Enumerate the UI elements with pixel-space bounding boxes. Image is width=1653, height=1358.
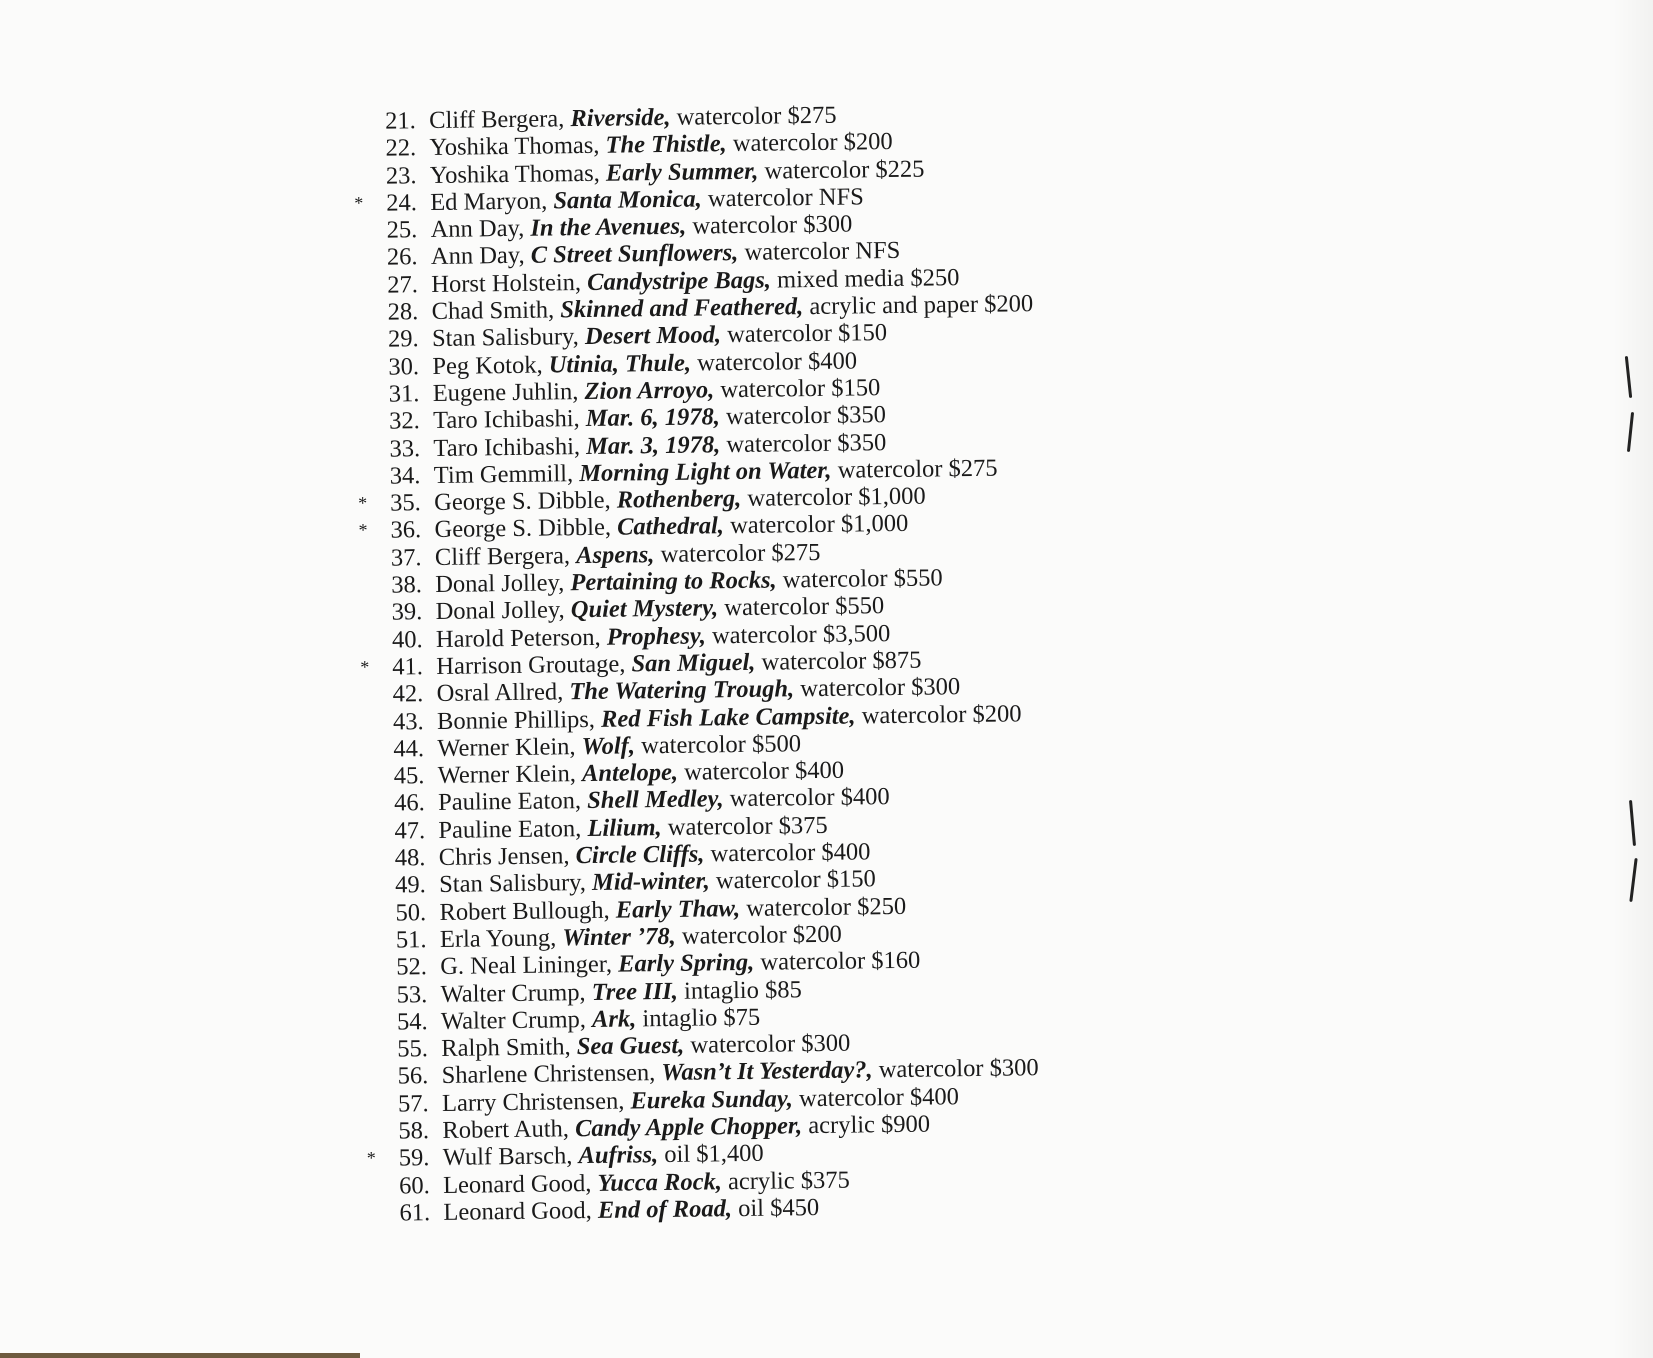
entry-number: 45.: [393, 762, 425, 790]
artwork-price: $450: [769, 1193, 820, 1222]
artwork-title: The Watering Trough,: [569, 675, 795, 706]
entry-number: 46.: [393, 789, 425, 817]
artwork-price: NFS: [855, 237, 901, 265]
artwork-title: Sea Guest,: [576, 1031, 685, 1061]
entry-number: 42.: [392, 680, 424, 708]
artist-name: Eugene Juhlin,: [432, 378, 579, 407]
artist-name: Pauline Eaton,: [437, 787, 582, 817]
artist-name: Ann Day,: [430, 214, 525, 244]
artwork-title: Wasn’t It Yesterday?,: [661, 1056, 873, 1087]
entry-number: 40.: [391, 625, 423, 654]
artwork-medium: watercolor: [683, 757, 790, 786]
artwork-medium: watercolor: [711, 620, 817, 650]
artwork-title: Desert Mood,: [584, 321, 722, 351]
artwork-price: $200: [984, 290, 1034, 318]
artist-name: Donal Jolley,: [435, 569, 565, 599]
artwork-title: Cathedral,: [616, 512, 725, 542]
artwork-title: Aufriss,: [578, 1141, 659, 1170]
entry-number: 29.: [387, 325, 419, 353]
entry-number: 21.: [384, 107, 416, 135]
artwork-price: $550: [893, 564, 943, 593]
artwork-medium: watercolor: [760, 947, 866, 976]
artist-name: Ralph Smith,: [441, 1033, 571, 1063]
artwork-price: $550: [835, 592, 885, 621]
artwork-price: $275: [787, 101, 837, 130]
artwork-price: $300: [911, 673, 961, 702]
artwork-medium: oil: [664, 1140, 691, 1169]
artwork-price: $250: [856, 892, 907, 921]
artwork-medium: oil: [737, 1194, 765, 1222]
entry-number: 41.: [392, 653, 424, 681]
entry-number: 37.: [390, 543, 422, 572]
page-bottom-edge: [0, 1353, 360, 1358]
artwork-price: $150: [837, 319, 888, 348]
artwork-price: $200: [972, 699, 1022, 728]
artwork-price: $75: [723, 1003, 761, 1032]
artwork-title: Shell Medley,: [586, 785, 724, 815]
artist-name: Ed Maryon,: [430, 187, 548, 216]
entry-number: 60.: [398, 1171, 430, 1200]
artist-name: Walter Crump,: [440, 978, 586, 1008]
artwork-price: $200: [792, 920, 842, 949]
artwork-title: Circle Cliffs,: [575, 840, 705, 870]
artwork-title: Tree III,: [591, 977, 679, 1006]
artwork-price: $275: [771, 538, 821, 567]
entry-number: 57.: [397, 1089, 429, 1118]
artwork-price: $400: [794, 756, 845, 785]
entry-number: 36.: [390, 516, 422, 545]
artwork-medium: watercolor: [690, 1030, 796, 1059]
artwork-medium: acrylic and paper: [809, 290, 979, 321]
artist-name: George S. Dibble,: [433, 486, 611, 517]
artist-name: Pauline Eaton,: [438, 814, 582, 844]
artist-name: Yoshika Thomas,: [429, 132, 600, 162]
artwork-price: $200: [843, 128, 893, 156]
artwork-title: Early Summer,: [605, 157, 759, 187]
artwork-medium: watercolor: [744, 238, 850, 267]
artist-name: Stan Salisbury,: [438, 869, 587, 899]
artwork-medium: watercolor: [660, 539, 766, 568]
artwork-title: Utinia, Thule,: [548, 349, 692, 379]
artist-name: Osral Allred,: [436, 678, 564, 708]
entry-number: 39.: [391, 598, 423, 626]
entry-number: 44.: [393, 734, 425, 763]
entry-number: 34.: [389, 462, 421, 490]
artwork-price: $375: [800, 1166, 850, 1194]
artwork-price: $225: [875, 155, 925, 183]
artwork-medium: watercolor: [726, 320, 833, 349]
artwork-price: $300: [801, 1029, 851, 1058]
artist-name: Walter Crump,: [440, 1005, 587, 1035]
entry-number: 49.: [395, 871, 426, 899]
artist-name: Yoshika Thomas,: [429, 159, 601, 189]
artwork-medium: mixed media: [776, 264, 905, 294]
artwork-price: $300: [803, 210, 853, 239]
artwork-medium: watercolor: [696, 347, 803, 377]
artwork-medium: watercolor: [800, 674, 906, 703]
artwork-medium: watercolor: [667, 812, 773, 841]
artwork-price: $350: [837, 428, 887, 457]
artwork-medium: watercolor: [640, 730, 747, 760]
artist-name: Werner Klein,: [437, 732, 576, 762]
artwork-medium: watercolor: [681, 921, 787, 950]
entry-number: 58.: [398, 1117, 430, 1145]
artwork-medium: watercolor: [746, 893, 852, 922]
artwork-price: $400: [821, 838, 871, 866]
artwork-medium: intaglio: [642, 1004, 718, 1033]
artwork-price: $1,400: [696, 1140, 764, 1168]
entry-number: 30.: [388, 352, 420, 381]
artwork-medium: watercolor: [692, 211, 798, 240]
artist-name: Leonard Good,: [442, 1169, 592, 1199]
artwork-price: $400: [807, 347, 858, 375]
artwork-medium: watercolor: [710, 839, 816, 868]
artwork-price: $900: [880, 1110, 931, 1139]
artwork-medium: watercolor: [837, 455, 943, 484]
artwork-title: Ark,: [591, 1005, 637, 1033]
artist-name: Bonnie Phillips,: [436, 705, 596, 735]
artwork-title: Lilium,: [587, 813, 662, 842]
artist-name: Robert Bullough,: [439, 896, 610, 926]
artwork-medium: watercolor: [732, 128, 838, 158]
artwork-title: Zion Arroyo,: [584, 376, 715, 405]
artwork-price: $500: [751, 730, 802, 758]
entry-number: 48.: [394, 844, 426, 872]
artist-name: Horst Holstein,: [431, 268, 582, 298]
entry-number: 28.: [387, 298, 419, 326]
star-marker: *: [358, 493, 368, 514]
artwork-title: Mid-winter,: [591, 867, 711, 897]
artist-name: Chris Jensen,: [438, 842, 570, 871]
artwork-medium: watercolor: [707, 183, 813, 213]
entry-number: 32.: [388, 407, 420, 435]
entry-number: 33.: [389, 434, 421, 463]
entry-number: 24.: [386, 189, 418, 217]
entry-number: 52.: [396, 953, 428, 981]
artwork-price: $1,000: [858, 482, 926, 511]
artwork-title: Eureka Sunday,: [630, 1085, 794, 1115]
artwork-price: $400: [840, 783, 890, 812]
star-marker: *: [358, 520, 368, 541]
entry-number: 61.: [399, 1198, 431, 1227]
artwork-price: NFS: [818, 183, 864, 211]
artwork-price: $160: [871, 946, 921, 975]
artwork-title: Pertaining to Rocks,: [570, 566, 777, 597]
artist-name: Cliff Bergera,: [428, 105, 565, 135]
artwork-medium: acrylic: [808, 1111, 876, 1140]
artist-name: Peg Kotok,: [432, 351, 543, 380]
artwork-price: $150: [826, 865, 876, 894]
star-marker: *: [360, 656, 370, 677]
artwork-medium: watercolor: [861, 700, 967, 729]
artwork-medium: watercolor: [729, 511, 836, 540]
entry-number: 23.: [385, 161, 417, 190]
artwork-medium: watercolor: [715, 866, 821, 895]
artwork-title: C Street Sunflowers,: [530, 239, 739, 270]
artwork-title: Winter ’78,: [562, 922, 676, 952]
entry-number: 54.: [396, 1007, 428, 1036]
artist-name: Ann Day,: [430, 242, 525, 271]
star-marker: *: [366, 1148, 376, 1169]
artwork-list: [355, 97, 1190, 1227]
artwork-title: Mar. 3, 1978,: [585, 430, 721, 460]
entry-number: 35.: [389, 489, 421, 517]
entry-number: 43.: [392, 707, 424, 736]
artist-name: George S. Dibble,: [434, 514, 612, 544]
artwork-title: Quiet Mystery,: [570, 594, 719, 624]
entry-number: 53.: [396, 980, 428, 1009]
artwork-medium: watercolor: [761, 647, 867, 676]
artwork-medium: watercolor: [878, 1055, 984, 1084]
artwork-title: Rothenberg,: [616, 485, 742, 514]
artwork-price: $275: [948, 454, 998, 483]
artwork-price: $400: [909, 1082, 960, 1111]
artwork-price: $875: [872, 646, 922, 675]
artwork-title: Yucca Rock,: [597, 1167, 723, 1197]
artwork-title: Early Thaw,: [615, 894, 741, 924]
artwork-price: $3,500: [822, 619, 891, 648]
artwork-medium: watercolor: [764, 155, 870, 185]
artwork-title: In the Avenues,: [530, 212, 687, 242]
artwork-title: Prophesy,: [606, 622, 707, 651]
artwork-price: $350: [836, 401, 887, 429]
artwork-medium: watercolor: [747, 483, 853, 513]
artist-name: Harold Peterson,: [435, 623, 601, 653]
entry-number: 50.: [395, 898, 427, 927]
entry-number: 56.: [397, 1062, 429, 1090]
artwork-title: Candystripe Bags,: [586, 266, 772, 296]
artist-name: Chad Smith,: [431, 296, 555, 326]
artwork-title: Candy Apple Chopper,: [574, 1112, 803, 1143]
artist-name: Erla Young,: [439, 924, 557, 953]
entry-number: 59.: [398, 1144, 430, 1172]
artist-name: Stan Salisbury,: [431, 323, 579, 353]
entry-number: 31.: [388, 380, 420, 408]
artist-name: G. Neal Lininger,: [440, 950, 613, 981]
artwork-title: The Thistle,: [605, 130, 727, 160]
artist-name: Tim Gemmill,: [433, 460, 574, 489]
artwork-title: Riverside,: [570, 103, 671, 133]
artwork-title: Antelope,: [581, 758, 679, 788]
artwork-price: $150: [831, 374, 881, 402]
artwork-title: San Miguel,: [631, 648, 756, 678]
artwork-title: Morning Light on Water,: [579, 456, 832, 487]
entry-number: 51.: [395, 926, 427, 954]
page-edge-shadow: [1613, 0, 1653, 1358]
artist-name: Cliff Bergera,: [434, 541, 571, 571]
artwork-medium: intaglio: [683, 976, 760, 1005]
artwork-title: Skinned and Feathered,: [560, 293, 804, 324]
artwork-price: $250: [910, 263, 960, 292]
artwork-price: $1,000: [840, 510, 909, 539]
artwork-title: Mar. 6, 1978,: [585, 403, 721, 433]
artwork-medium: watercolor: [725, 402, 831, 431]
entry-number: 38.: [391, 571, 423, 599]
artwork-title: Aspens,: [575, 540, 655, 569]
artist-name: Leonard Good,: [443, 1196, 592, 1226]
entry-number: 27.: [387, 270, 419, 299]
artwork-title: Wolf,: [581, 732, 636, 760]
artwork-medium: watercolor: [720, 374, 826, 404]
artist-name: Donal Jolley,: [435, 596, 565, 626]
artist-name: Taro Ichibashi,: [432, 405, 580, 435]
artwork-medium: watercolor: [782, 565, 888, 594]
artist-name: Robert Auth,: [442, 1115, 570, 1144]
artist-name: Werner Klein,: [437, 760, 577, 790]
star-marker: *: [354, 192, 364, 213]
entry-number: 25.: [386, 216, 418, 244]
entry-number: 22.: [385, 134, 417, 162]
artwork-medium: watercolor: [724, 593, 830, 622]
artwork-title: Santa Monica,: [553, 185, 702, 215]
artist-name: Wulf Barsch,: [442, 1142, 573, 1172]
artwork-price: $85: [764, 975, 802, 1004]
entry-number: 26.: [386, 243, 418, 272]
artwork-price: $300: [989, 1054, 1039, 1083]
entry-number: 47.: [394, 816, 426, 845]
artwork-medium: watercolor: [798, 1083, 904, 1112]
artist-name: Sharlene Christensen,: [441, 1059, 656, 1090]
artist-name: Harrison Groutage,: [436, 650, 626, 680]
artist-name: Taro Ichibashi,: [433, 432, 581, 462]
artwork-medium: acrylic: [727, 1166, 795, 1195]
artwork-medium: watercolor: [729, 784, 835, 813]
entry-number: 55.: [397, 1035, 429, 1063]
artwork-title: Red Fish Lake Campsite,: [600, 702, 856, 733]
artwork-medium: watercolor: [726, 429, 832, 458]
artwork-title: End of Road,: [597, 1195, 733, 1224]
artwork-medium: watercolor: [676, 102, 782, 131]
artwork-title: Early Spring,: [618, 949, 755, 978]
artist-name: Larry Christensen,: [441, 1087, 625, 1117]
artwork-price: $375: [778, 811, 828, 840]
